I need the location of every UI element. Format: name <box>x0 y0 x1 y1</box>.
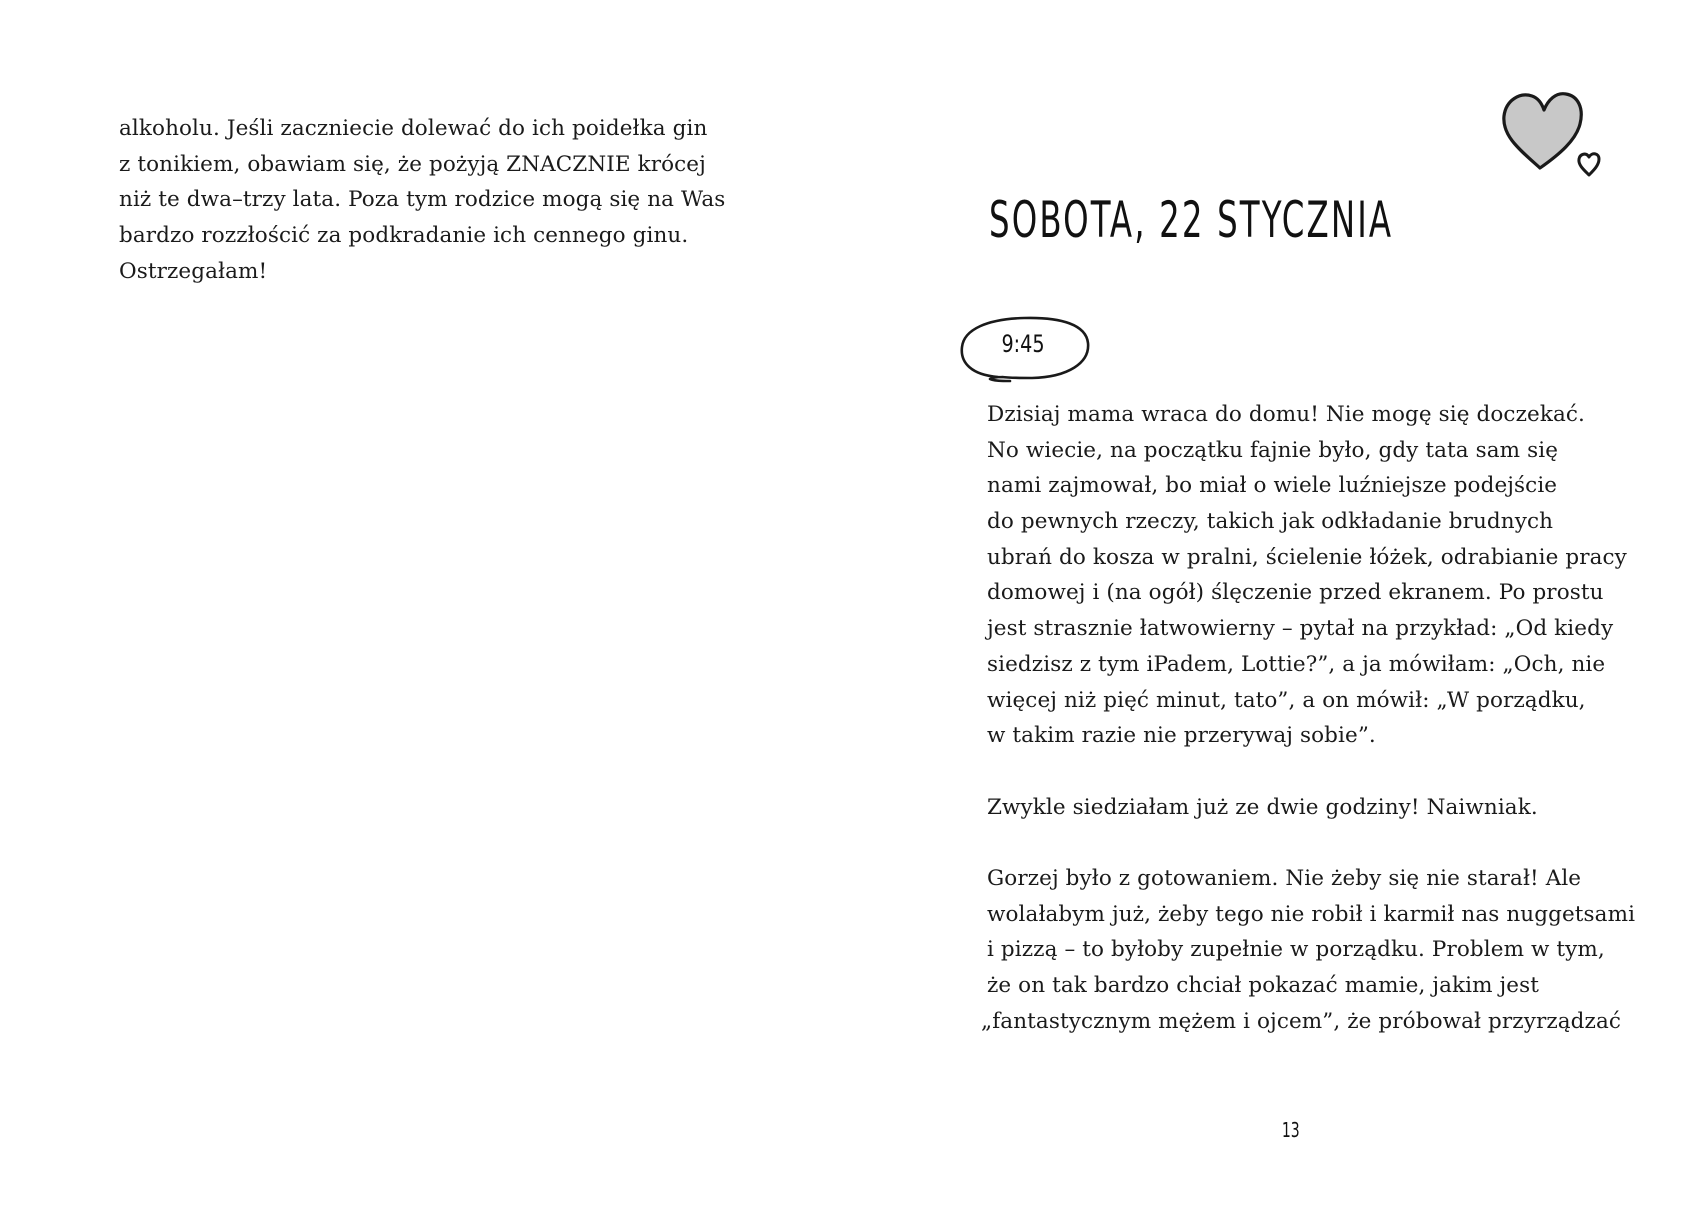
text-line: więcej niż pięć minut, tato”, a on mówił: „W porządku, <box>987 687 1586 713</box>
left-page <box>0 0 850 1211</box>
text-line: że on tak bardzo chciał pokazać mamie, jakim jest <box>987 973 1539 998</box>
hearts-icon <box>1500 88 1610 183</box>
text-line: nami zajmował, bo miał o wiele luźniejsze podejście <box>987 473 1558 499</box>
text-line: bardzo rozzłościć za podkradanie ich cennego ginu. <box>119 223 689 249</box>
text-line: do pewnych rzeczy, takich jak odkładanie brudnych <box>987 509 1554 535</box>
text-line: niż te dwa–trzy lata. Poza tym rodzice mogą się na Was <box>119 187 726 213</box>
text-line: Zwykle siedziałam już ze dwie godziny! Naiwniak. <box>987 794 1538 820</box>
text-line: siedzisz z tym iPadem, Lottie?”, a ja mówiłam: „Och, nie <box>987 651 1606 677</box>
text-line: No wiecie, na początku fajnie było, gdy tata sam się <box>987 437 1559 463</box>
text-line: Dzisiaj mama wraca do domu! Nie mogę się doczekać. <box>987 402 1585 427</box>
text-line: „fantastycznym mężem i ojcem”, że próbował przyrządzać <box>981 1008 1622 1034</box>
left-page-text <box>119 111 725 289</box>
text-line: Gorzej było z gotowaniem. Nie żeby się nie starał! Ale <box>987 865 1582 891</box>
right-page-text <box>981 397 1636 1039</box>
day-heading: SOBOTA, 22 STYCZNIA <box>989 191 1394 249</box>
time-label: 9:45 <box>1001 330 1045 358</box>
text-line: domowej i (na ogół) ślęczenie przed ekranem. Po prostu <box>987 580 1604 606</box>
text-line: jest strasznie łatwowierny – pytał na przykład: „Od kiedy <box>987 616 1614 642</box>
text-line: wolałabym już, żeby tego nie robił i karmił nas nuggetsami <box>987 901 1636 927</box>
text-line: w takim razie nie przerywaj sobie”. <box>987 723 1376 749</box>
text-line: i pizzą – to byłoby zupełnie w porządku. Problem w tym, <box>987 937 1605 963</box>
text-line: ubrań do kosza w pralni, ścielenie łóżek, odrabianie pracy <box>987 544 1627 570</box>
page-number: 13 <box>1281 1118 1300 1142</box>
text-line: Ostrzegałam! <box>119 258 268 284</box>
text-line: alkoholu. Jeśli zaczniecie dolewać do ich poidełka gin <box>119 116 708 141</box>
paragraph-gap <box>987 825 1635 861</box>
time-bubble <box>958 315 1098 385</box>
paragraph-gap <box>987 754 1635 790</box>
text-line: z tonikiem, obawiam się, że pożyją ZNACZNIE krócej <box>119 151 706 177</box>
